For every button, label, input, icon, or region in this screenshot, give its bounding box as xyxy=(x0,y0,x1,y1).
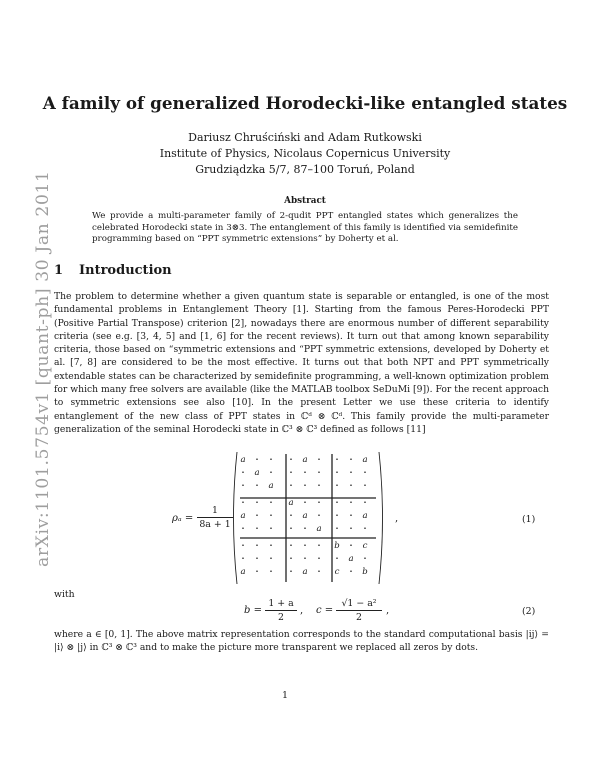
matrix-cell: a xyxy=(240,455,246,465)
matrix-cell: · xyxy=(349,524,353,534)
matrix-cell: · xyxy=(317,541,321,551)
matrix-cell: · xyxy=(363,554,367,564)
matrix-cell: a xyxy=(288,498,294,508)
section-title: Introduction xyxy=(79,263,172,278)
matrix-cell: · xyxy=(289,567,293,577)
matrix-cell: · xyxy=(269,541,273,551)
horodecki-matrix xyxy=(236,455,384,581)
author-names: Dariusz Chruściński and Adam Rutkowski xyxy=(188,131,422,144)
matrix-cell: · xyxy=(317,554,321,564)
eq2-label: (2) xyxy=(522,606,536,617)
matrix-cell: · xyxy=(289,524,293,534)
matrix-cell: · xyxy=(255,511,259,521)
eq2-c-numerator: √1 − a² xyxy=(341,598,377,609)
section-number: 1 xyxy=(54,263,64,278)
matrix-cell: · xyxy=(303,498,307,508)
eq1-lhs: ρₐ = xyxy=(172,513,194,524)
matrix-cell: · xyxy=(317,455,321,465)
matrix-cell: · xyxy=(255,541,259,551)
eq2-end: , xyxy=(386,605,390,616)
intro-paragraph: The problem to determine whether a given quantum state is separable or entangled, is one of the most fundamental problems in Entanglement Theory [1]. Starting from the famous Peres-Horodecki PPT (Positive Partial Transpose) criterion [2], nowadays there are enormous number of different separability criteria (see e.g. [3, 4, 5] and [1, 6] for the recent reviews). It turn out that among known separability criteria, those based on “symmetric extensions and “PPT symmetric extensions, developed by Doherty et al. [7, 8] are considered to be the most effective. It turns out that both NPT and PPT symmetrically extendable states can be characterized by semidefinite programming, a well-known optimization problem for which many free solvers are available (like the MATLAB toolbox SeDuMi [9]). For the recent approach to symmetric extensions see also [10]. In the present Letter we use these criteria to identify entanglement of the new class of PPT states in ℂᵈ ⊗ ℂᵈ. This family provide the multi-parameter generalization of the seminal Horodecki state in ℂ³ ⊗ ℂ³ defined as follows [11] xyxy=(54,291,549,435)
matrix-cell: · xyxy=(349,468,353,478)
matrix-cell: · xyxy=(269,455,273,465)
matrix-cell: b xyxy=(334,541,340,551)
matrix-cell: · xyxy=(269,511,273,521)
matrix-cell: · xyxy=(255,455,259,465)
matrix-cell: · xyxy=(289,541,293,551)
matrix-cell: · xyxy=(363,468,367,478)
matrix-cell: · xyxy=(303,554,307,564)
matrix-cell: · xyxy=(255,554,259,564)
matrix-cell: · xyxy=(289,455,293,465)
matrix-cell: · xyxy=(349,511,353,521)
eq1-label: (1) xyxy=(522,514,536,525)
matrix-cell: a xyxy=(348,554,354,564)
matrix-cell: · xyxy=(255,498,259,508)
matrix-cell: · xyxy=(289,468,293,478)
with-text: with xyxy=(54,589,75,600)
matrix-cell: · xyxy=(335,468,339,478)
matrix-cell: · xyxy=(289,511,293,521)
matrix-cell: a xyxy=(302,455,308,465)
matrix-cell: · xyxy=(317,481,321,491)
matrix-cell: · xyxy=(349,541,353,551)
matrix-cell: a xyxy=(362,455,368,465)
matrix-cell: · xyxy=(241,554,245,564)
matrix-cell: · xyxy=(317,567,321,577)
matrix-cell: · xyxy=(317,498,321,508)
eq1-numerator: 1 xyxy=(212,505,218,516)
matrix-cell: · xyxy=(317,468,321,478)
matrix-cell: · xyxy=(255,524,259,534)
matrix-cell: · xyxy=(335,511,339,521)
matrix-cell: · xyxy=(241,524,245,534)
matrix-cell: · xyxy=(241,498,245,508)
matrix-cell: a xyxy=(268,481,274,491)
matrix-cell: · xyxy=(349,498,353,508)
eq2-c-fraction xyxy=(336,597,382,624)
eq2-c-lhs: c = xyxy=(316,605,334,616)
eq2-b-numerator: 1 + a xyxy=(268,598,294,609)
matrix-cell: · xyxy=(289,554,293,564)
matrix-cell: c xyxy=(334,567,340,577)
eq2-c-denominator: 2 xyxy=(336,610,382,624)
matrix-cell: · xyxy=(269,524,273,534)
eq2-separator: , xyxy=(300,605,304,616)
matrix-cell: a xyxy=(240,567,246,577)
author-address: Grudziądzka 5/7, 87–100 Toruń, Poland xyxy=(195,163,415,176)
matrix-cell: · xyxy=(241,468,245,478)
matrix-cell: · xyxy=(335,498,339,508)
matrix-cell: · xyxy=(349,455,353,465)
matrix-cell: a xyxy=(302,511,308,521)
matrix-cell: · xyxy=(363,481,367,491)
matrix-cell: · xyxy=(335,455,339,465)
matrix-cell: b xyxy=(362,567,368,577)
matrix-cell: a xyxy=(240,511,246,521)
eq1-denominator: 8a + 1 xyxy=(197,517,233,531)
matrix-cell: · xyxy=(349,481,353,491)
matrix-cell: · xyxy=(269,554,273,564)
matrix-cell: · xyxy=(303,524,307,534)
matrix-cell: · xyxy=(363,524,367,534)
matrix-cell: · xyxy=(241,541,245,551)
matrix-cell: · xyxy=(289,481,293,491)
matrix-cell: a xyxy=(254,468,260,478)
matrix-cell: · xyxy=(255,567,259,577)
matrix-cell: · xyxy=(269,468,273,478)
author-affiliation: Institute of Physics, Nicolaus Copernicus University xyxy=(159,147,451,160)
matrix-cell: a xyxy=(362,511,368,521)
abstract-text: We provide a multi-parameter family of 2-qudit PPT entangled states which generalizes the celebrated Horodecki state in 3⊗3. The entanglement of this family is identified via semidefinite programming based on “PPT symmetric extensions” by Doherty et al. xyxy=(92,211,518,245)
eq2-b-denominator: 2 xyxy=(265,610,297,624)
abstract-heading: Abstract xyxy=(284,196,326,206)
paper-title: A family of generalized Horodecki-like entangled states xyxy=(42,93,568,113)
matrix-cell: · xyxy=(335,481,339,491)
page-number: 1 xyxy=(281,690,289,701)
matrix-cell: · xyxy=(335,524,339,534)
matrix-cell: · xyxy=(269,567,273,577)
matrix-cell: a xyxy=(316,524,322,534)
after-paragraph: where a ∈ [0, 1]. The above matrix representation corresponds to the standard computational basis |ij⟩ = |i⟩ ⊗ |j⟩ in ℂ³ ⊗ ℂ³ and to make the picture more transparent we replaced all zeros by dots. xyxy=(54,629,549,654)
matrix-cell: c xyxy=(362,541,368,551)
matrix-cell: · xyxy=(241,481,245,491)
matrix-cell: · xyxy=(303,468,307,478)
author-block xyxy=(80,130,530,178)
eq1-comma: , xyxy=(395,513,399,524)
matrix-cell: a xyxy=(302,567,308,577)
matrix-cell: · xyxy=(269,498,273,508)
eq2-b-fraction xyxy=(265,597,297,624)
arxiv-margin xyxy=(4,170,53,567)
matrix-cell: · xyxy=(255,481,259,491)
eq2-b-lhs: b = xyxy=(244,605,262,616)
matrix-cell: · xyxy=(303,541,307,551)
section-heading xyxy=(54,263,188,278)
matrix-cell: · xyxy=(349,567,353,577)
arxiv-identifier: arXiv:1101.5754v1 [quant-ph] 30 Jan 2011 xyxy=(33,170,53,567)
matrix-cell: · xyxy=(335,554,339,564)
matrix-cell: · xyxy=(303,481,307,491)
matrix-cell: · xyxy=(363,498,367,508)
matrix-cell: · xyxy=(317,511,321,521)
